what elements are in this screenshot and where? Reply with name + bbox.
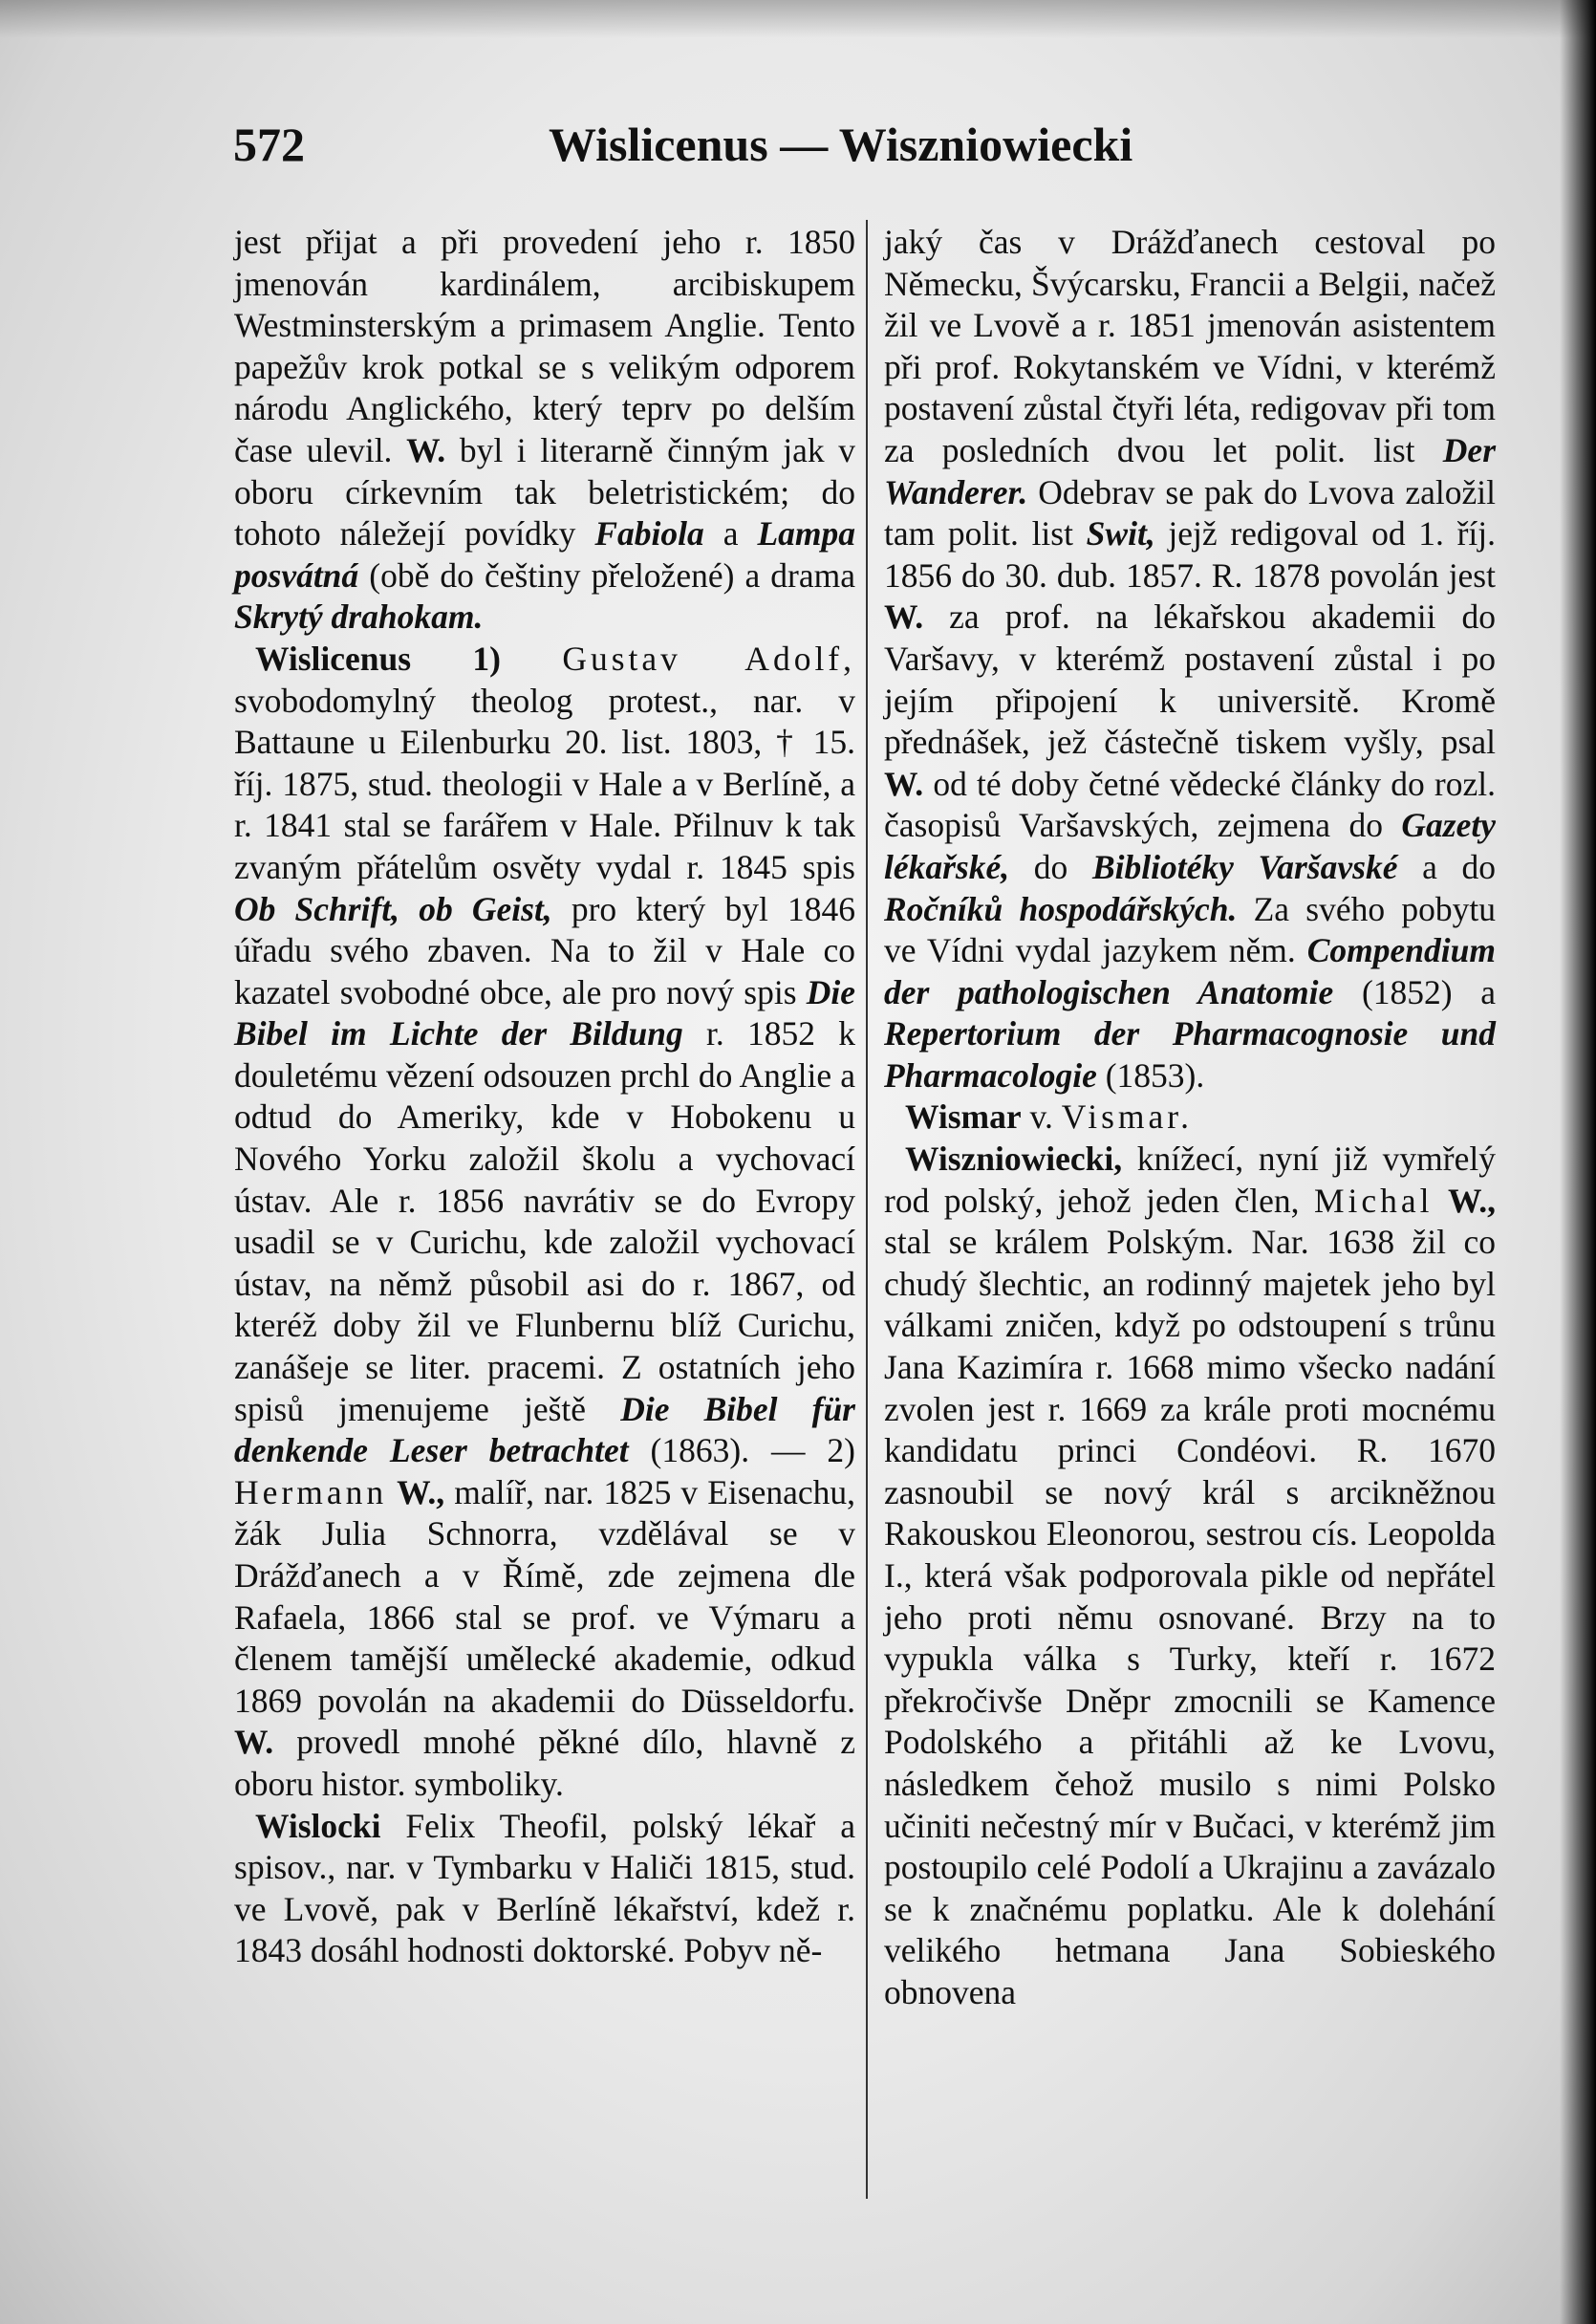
cross-reference: Vismar. xyxy=(1061,1097,1193,1137)
text: jaký čas v Drážďanech cestoval po Německu, Švýcarsku, Francii a Belgii, načež žil ve Lvově a r. 1851 jmenován asistentem při prof. Rokytanském ve Vídni, v kterémž postavení zůstal čtyři léta, redigovav při tom za posledních dvou let polit. list xyxy=(884,223,1496,469)
entry-continuation xyxy=(234,222,855,639)
person-name: Gustav Adolf, xyxy=(562,639,855,678)
work-title: Die Bibel im Lichte der Bildung xyxy=(234,972,856,1053)
work-title: Die Bibel für denkende Leser betrachtet xyxy=(234,1389,855,1470)
text: (1853). xyxy=(1105,1055,1205,1095)
abbrev: W. xyxy=(406,430,446,469)
headword: Wismar xyxy=(905,1097,1022,1137)
text: svobodomylný theolog protest., nar. v Battaune u Eilenburku 20. list. 1803, † 15. říj. 1875, stud. theologii v Hale a v Berlíně, a r. 1841 stal se farářem v Hale. Přilnuv k tak zvaným přátelům osvěty vydal r. 1845 spis xyxy=(234,681,855,886)
text: provedl mnohé pěkné dílo, hlavně z oboru histor. symboliky. xyxy=(234,1723,855,1803)
abbrev: W. xyxy=(884,764,924,803)
left-column xyxy=(234,222,855,1972)
work-title: Gazety lékařské, xyxy=(884,806,1496,886)
running-title: Wislicenus — Wiszniowiecki xyxy=(549,118,1133,171)
work-title: Skrytý drahokam. xyxy=(234,597,484,637)
headword: Wislicenus 1) xyxy=(255,639,501,678)
work-title: Bibliotéky Varšavské xyxy=(1091,847,1398,886)
text: Odebrav se pak do Lvova založil tam polit. list xyxy=(884,472,1496,554)
entry-wismar xyxy=(884,1097,1496,1139)
text: Za svého pobytu ve Vídni vydal jazykem něm. xyxy=(884,889,1496,970)
entry-wiszniowiecki xyxy=(884,1139,1496,2013)
entry-wislocki xyxy=(234,1806,855,1972)
text: v. xyxy=(1029,1097,1053,1137)
person-name: Hermann xyxy=(234,1472,388,1511)
person-name: Michal xyxy=(1313,1181,1434,1220)
text: Felix Theofil, polský lékař a spisov., nar. v Tymbarku v Haliči 1815, stud. ve Lvově, pak v Berlíně lékařství, kdež r. 1843 dosáhl hodnosti doktorské. Pobyv ně- xyxy=(234,1806,856,1970)
work-title: Repertorium der Pharmacognosie und Pharmacologie xyxy=(884,1014,1496,1095)
column-divider xyxy=(866,220,868,2199)
text: jejž redigoval od 1. říj. 1856 do 30. dub. 1857. R. 1878 povolán jest xyxy=(884,514,1496,595)
abbrev: W., xyxy=(397,1472,445,1511)
work-title: Compendium der pathologischen Anatomie xyxy=(884,931,1497,1011)
text: malíř, nar. 1825 v Eisenachu, žák Julia Schnorra, vzdělával se v Drážďanech a v Římě, zde zejmena dle Rafaela, 1866 stal se prof. ve Výmaru a členem tamější umělecké akademie, odkud 1869 povolán na akademii do Düsseldorfu. xyxy=(234,1472,856,1720)
entry-wislocki-continuation xyxy=(884,222,1496,1097)
page-number: 572 xyxy=(233,118,305,171)
work-title: Ob Schrift, ob Geist, xyxy=(234,889,552,928)
right-column xyxy=(884,222,1496,2014)
text: a do xyxy=(1422,847,1497,886)
text: (1852) a xyxy=(1361,972,1497,1011)
text: od té doby četné vědecké články do rozl. časopisů Varšavských, zejmena do xyxy=(884,764,1497,845)
abbrev: W., xyxy=(1448,1181,1496,1220)
text: (obě do češtiny přeložené) a drama xyxy=(369,555,856,595)
work-title: Lampa posvátná xyxy=(234,514,856,595)
abbrev: W. xyxy=(234,1723,274,1762)
work-title: Ročníků hospodářských. xyxy=(884,889,1238,928)
text: do xyxy=(1033,847,1068,886)
headword: Wiszniowiecki, xyxy=(905,1140,1123,1179)
work-title: Der Wanderer. xyxy=(884,430,1497,511)
work-title: Swit, xyxy=(1086,514,1155,554)
text: za prof. na lékařskou akademii do Varšavy, v kterémž postavení zůstal i po jejím připojení k universitě. Kromě přednášek, jež částečně tiskem vyšly, psal xyxy=(884,597,1497,762)
text: stal se králem Polským. Nar. 1638 žil co chudý šlechtic, an rodinný majetek jeho byl válkami zničen, když po odstoupení s trůnu Jana Kazimíra r. 1668 mimo všecko nadání zvolen jest r. 1669 za krále proti mocnému kandidatu princi Condéovi. R. 1670 zasnoubil se nový král s arcikněžnou Rakouskou Eleonorou, sestrou cís. Leopolda I., která však podporovala pikle od nepřátel jeho proti němu osnované. Brzy na to vypukla válka s Turky, kteří r. 1672 překročivše Dněpr zmocnili se Kamence Podolského a přitáhli až ke Lvovu, následkem čehož musilo s nimi Polsko učiniti nečestný mír v Bučaci, v kterémž jim postoupilo celé Podolí a Ukrajinu a zavázalo se k značnému poplatku. Ale k dolehání velikého hetmana Jana Sobieského obnovena xyxy=(884,1223,1496,2011)
page-header xyxy=(233,117,1520,184)
text: byl i literarně činným jak v oboru církevním tak beletristickém; do tohoto náležejí povídky xyxy=(234,430,855,554)
text: (1863). — 2) xyxy=(650,1431,855,1470)
text: r. 1852 k douletému vězení odsouzen prchl do Anglie a odtud do Ameriky, kde v Hobokenu u Nového Yorku založil školu a vychovací ústav. Ale r. 1856 navrátiv se do Evropy usadil se v Curichu, kde založil vychovací ústav, na němž působil asi do r. 1867, od kteréž doby žil ve Flunbernu blíž Curichu, zanášeje se liter. pracemi. Z ostatních jeho spisů jmenujeme ještě xyxy=(234,1014,855,1428)
text: pro který byl 1846 úřadu svého zbaven. Na to žil v Hale co kazatel svobodné obce, ale pro nový spis xyxy=(234,889,855,1011)
headword: Wislocki xyxy=(255,1806,381,1845)
entry-wislicenus xyxy=(234,639,855,1806)
text: jest přijat a při provedení jeho r. 1850 jmenován kardinálem, arcibiskupem Westminsterským a primasem Anglie. Tento papežův krok potkal se s velikým odporem národu Anglického, který teprv po delším čase ulevil. xyxy=(234,223,855,469)
abbrev: W. xyxy=(884,597,924,637)
work-title: Fabiola xyxy=(594,514,704,554)
text: knížecí, nyní již vymřelý rod polský, jehož jeden člen, xyxy=(884,1140,1496,1220)
text: a xyxy=(723,514,739,554)
scan-shadow-right xyxy=(1560,0,1596,2324)
scan-shadow-top xyxy=(0,0,1596,38)
